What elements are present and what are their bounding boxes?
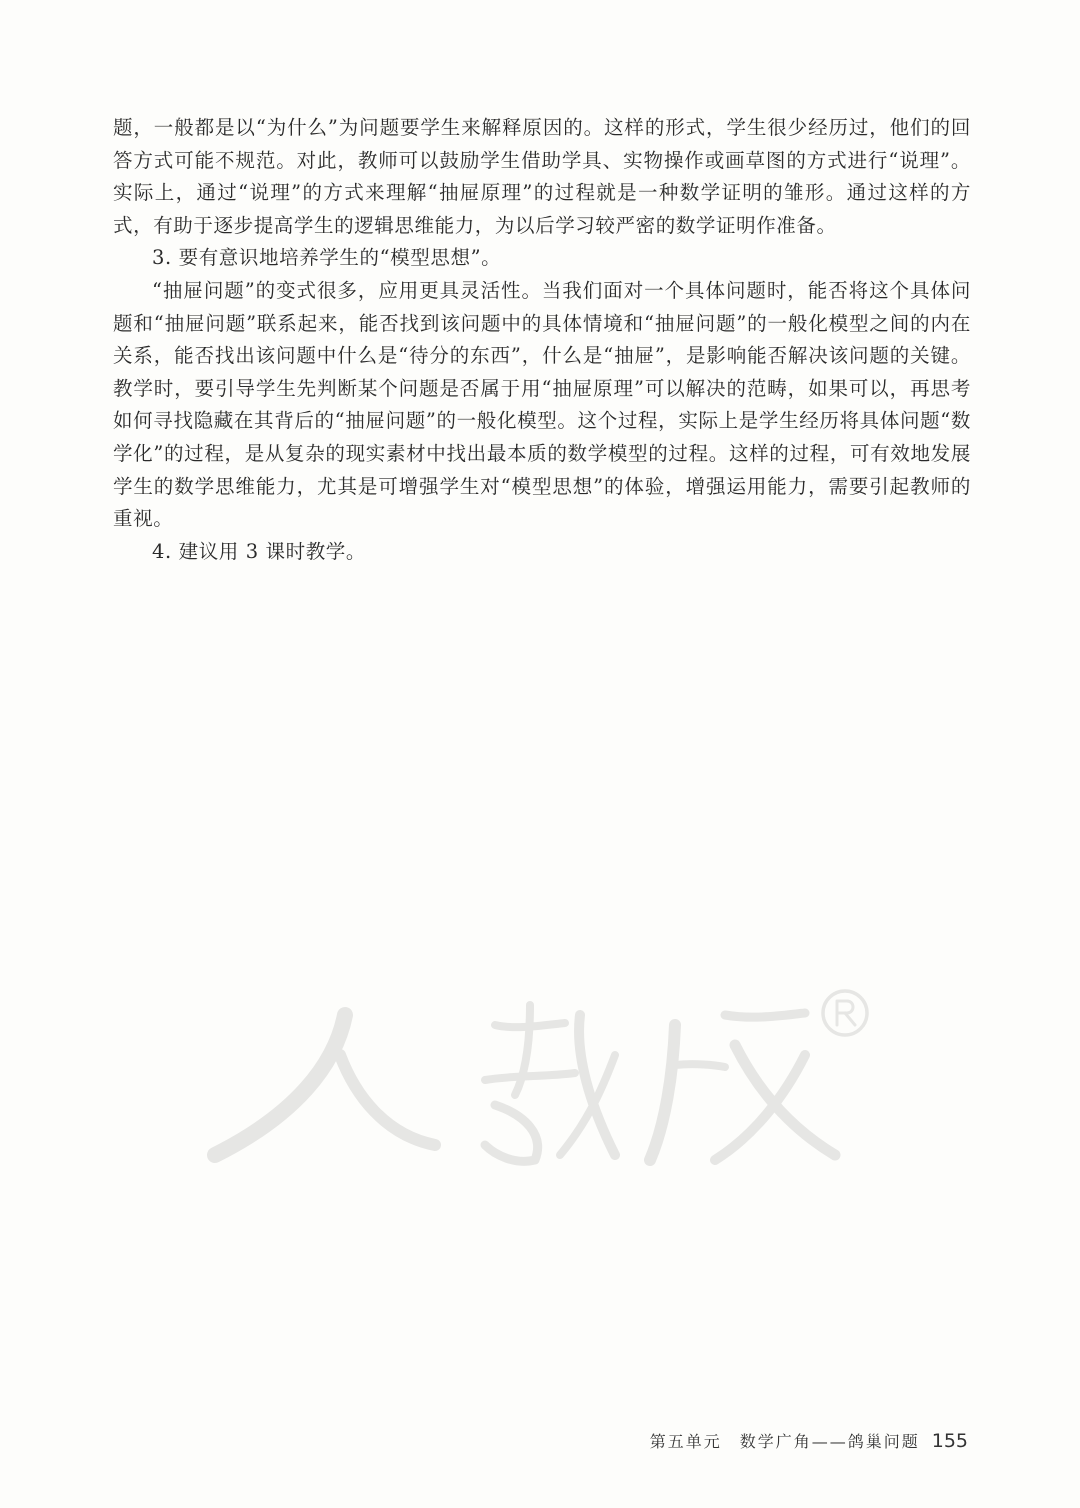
page-number: 155 xyxy=(931,1430,968,1452)
chapter-title: 第五单元 数学广角——鸽巢问题 xyxy=(649,1432,920,1451)
paragraph-model-thinking: “抽屉问题”的变式很多，应用更具灵活性。当我们面对一个具体问题时，能否将这个具体问题和“抽屉问题”联系起来，能否找到该问题中的具体情境和“抽屉问题”的一般化模型之间的内在关系，能否找出该问题中什么是“待分的东西”，什么是“抽屉”，是影响能否解决该问题的关键。教学时，要引导学生先判断某个问题是否属于用“抽屉原理”可以解决的范畴，如果可以，再思考如何寻找隐藏在其背后的“抽屉问题”的一般化模型。这个过程，实际上是学生经历将具体问题“数学化”的过程，是从复杂的现实素材中找出最本质的数学模型的过程。这样的过程，可有效地发展学生的数学思维能力，尤其是可增强学生对“模型思想”的体验，增强运用能力，需要引起教师的重视。 xyxy=(113,278,971,531)
paragraph-continued: 题，一般都是以“为什么”为问题要学生来解释原因的。这样的形式，学生很少经历过，他们的回答方式可能不规范。对此，教师可以鼓励学生借助学具、实物操作或画草图的方式进行“说理”。实际上，通过“说理”的方式来理解“抽屉原理”的过程就是一种数学证明的雏形。通过这样的方式，有助于逐步提高学生的逻辑思维能力，为以后学习较严密的数学证明作准备。 xyxy=(113,116,971,237)
paragraph-heading-4: 4. 建议用 3 课时教学。 xyxy=(152,539,367,563)
page-footer xyxy=(650,1429,968,1452)
body-text xyxy=(113,112,971,568)
publisher-watermark-logo xyxy=(195,985,895,1185)
paragraph-heading-3: 3. 要有意识地培养学生的“模型思想”。 xyxy=(152,246,502,270)
